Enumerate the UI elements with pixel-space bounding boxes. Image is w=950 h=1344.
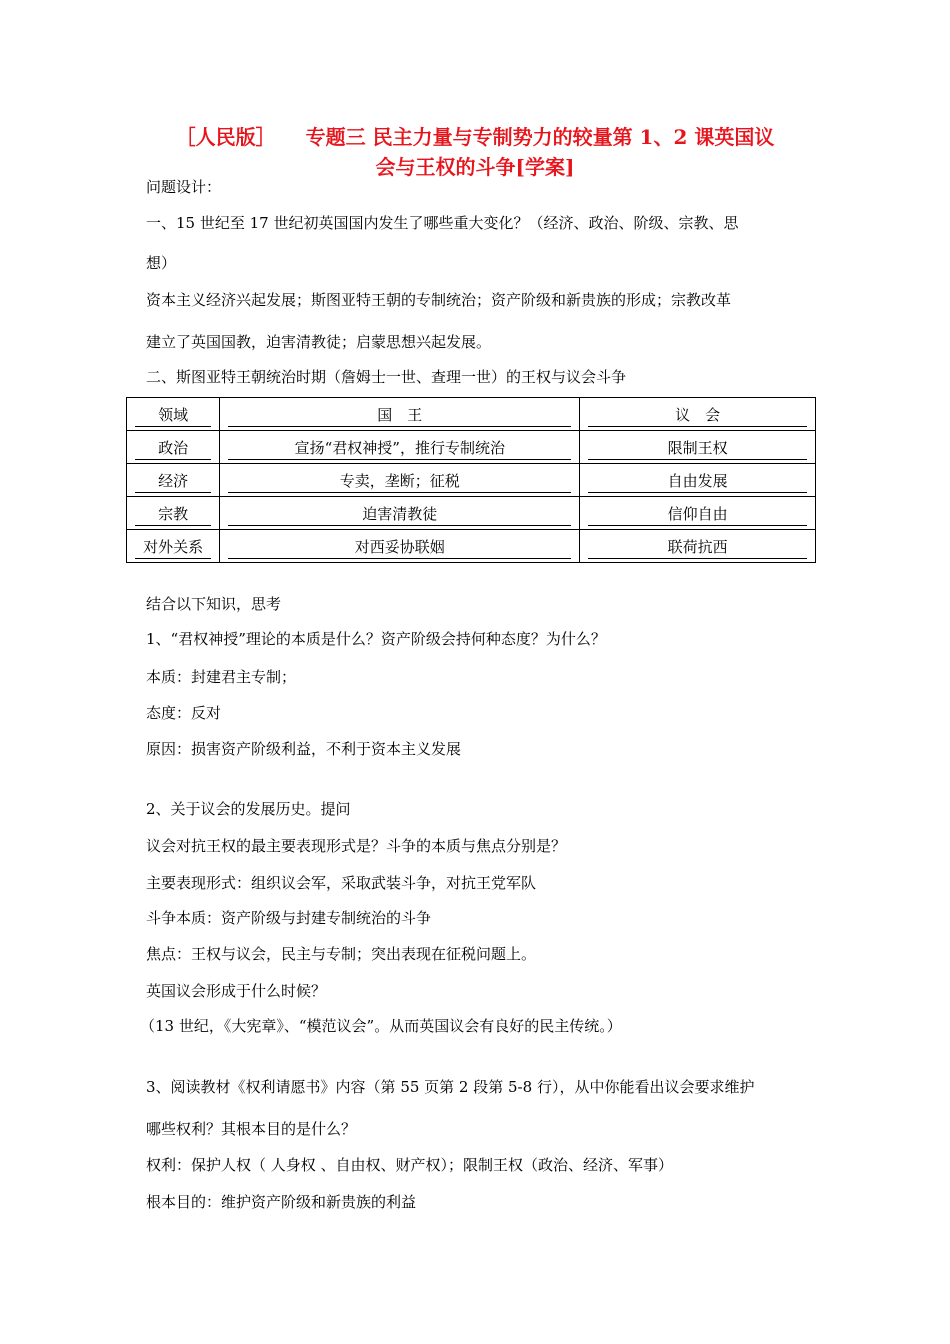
section-3-question-line-1: 3、阅读教材《权利请愿书》内容（第 55 页第 2 段第 5-8 行），从中你能看出议会要求维护 (146, 1078, 755, 1096)
row-parliament: 信仰自由 (588, 503, 807, 526)
question-1-line-2: 想） (146, 254, 177, 272)
row-field: 宗教 (135, 503, 211, 526)
section-1-question: 1、“君权神授”理论的本质是什么？资产阶级会持何种态度？为什么？ (146, 630, 606, 648)
row-field: 对外关系 (135, 536, 211, 559)
row-parliament: 联荷抗西 (588, 536, 807, 559)
table-row (127, 530, 816, 563)
section-3-question-line-2: 哪些权利？其根本目的是什么？ (146, 1120, 357, 1138)
questions-heading: 问题设计： (146, 178, 222, 196)
row-king: 专卖，垄断；征税 (228, 470, 571, 493)
title-line-1: ［人民版］ 专题三 民主力量与专制势力的较量第 1、2 课英国议 (175, 125, 775, 149)
row-parliament: 限制王权 (588, 437, 807, 460)
table-row (127, 464, 816, 497)
section-2-answer-form: 主要表现形式：组织议会军，采取武装斗争，对抗王党军队 (146, 874, 537, 892)
row-parliament: 自由发展 (588, 470, 807, 493)
table-row (127, 497, 816, 530)
answer-1-line-2: 建立了英国国教，迫害清教徒；启蒙思想兴起发展。 (146, 333, 492, 351)
section-1-answer-essence: 本质：封建君主专制； (146, 668, 297, 686)
header-king: 国 王 (228, 404, 571, 427)
section-2-subquestion: 议会对抗王权的最主要表现形式是？斗争的本质与焦点分别是？ (146, 837, 567, 855)
section-2-question-2: 英国议会形成于什么时候？ (146, 982, 327, 1000)
section-1-lead: 结合以下知识，思考 (146, 595, 282, 613)
section-1-answer-reason: 原因：损害资产阶级利益，不利于资本主义发展 (146, 740, 462, 758)
section-2-question: 2、关于议会的发展历史。提问 (146, 800, 351, 818)
question-1-line-1: 一、15 世纪至 17 世纪初英国国内发生了哪些重大变化？（经济、政治、阶级、宗教、思 (146, 214, 739, 232)
header-field: 领域 (135, 404, 211, 427)
question-2: 二、斯图亚特王朝统治时期（詹姆士一世、查理一世）的王权与议会斗争 (146, 368, 627, 386)
answer-1-line-1: 资本主义经济兴起发展；斯图亚特王朝的专制统治；资产阶级和新贵族的形成；宗教改革 (146, 291, 732, 309)
section-3-answer-purpose: 根本目的：维护资产阶级和新贵族的利益 (146, 1193, 417, 1211)
section-2-answer-essence: 斗争本质：资产阶级与封建专制统治的斗争 (146, 909, 432, 927)
section-1-answer-attitude: 态度：反对 (146, 704, 222, 722)
row-field: 政治 (135, 437, 211, 460)
section-2-answer-focus: 焦点：王权与议会，民主与专制；突出表现在征税问题上。 (146, 945, 537, 963)
section-3-answer-rights: 权利：保护人权（ 人身权 、自由权、财产权）；限制王权（政治、经济、军事） (146, 1156, 674, 1174)
row-king: 对西妥协联姻 (228, 536, 571, 559)
row-field: 经济 (135, 470, 211, 493)
title-line-2: 会与王权的斗争[学案] (375, 155, 575, 179)
header-parliament: 议 会 (588, 404, 807, 427)
table-row (127, 431, 816, 464)
table-header-row (127, 398, 816, 431)
row-king: 迫害清教徒 (228, 503, 571, 526)
section-2-answer-4: （13 世纪，《大宪章》、“模范议会”。从而英国议会有良好的民主传统。） (140, 1017, 622, 1035)
document-title (130, 122, 820, 182)
comparison-table (126, 397, 816, 563)
row-king: 宣扬“君权神授”，推行专制统治 (228, 437, 571, 460)
